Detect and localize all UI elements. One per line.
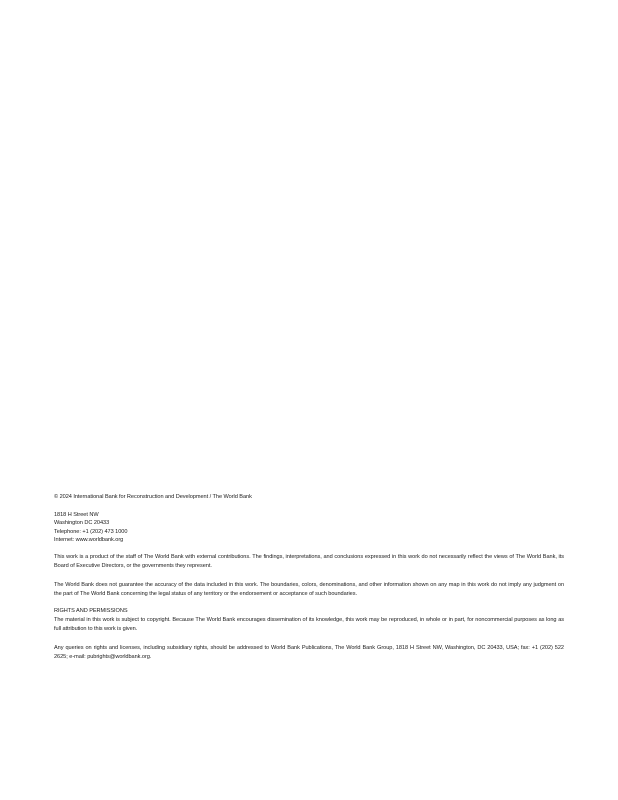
rights-heading: RIGHTS AND PERMISSIONS — [54, 608, 128, 615]
copyright-line: © 2024 International Bank for Reconstruction and Development / The World Bank — [54, 494, 252, 500]
rights-section — [54, 607, 564, 633]
address-block — [54, 511, 564, 545]
address-city: Washington DC 20433 — [54, 520, 110, 527]
queries-text: Any queries on rights and licenses, including subsidiary rights, should be addressed to World Bank Publications, The World Bank Group, 1818 H Street NW, Washington, DC 20433, USA; fax: +1 (202) 522 2625; e-mail: pubrights@worldbank.org. — [54, 645, 564, 660]
disclaimer-data-accuracy: The World Bank does not guarantee the accuracy of the data included in this work. The boundaries, colors, denominations, and other information shown on any map in this work do not imply any judgment on the part of The World Bank concerning the legal status of any territory or the endorsement or acceptance of such boundaries. — [54, 582, 564, 597]
copyright-notice — [54, 493, 564, 661]
address-street: 1818 H Street NW — [54, 511, 99, 518]
address-internet: Internet: www.worldbank.org — [54, 537, 124, 544]
disclaimer-views: This work is a product of the staff of The World Bank with external contributions. The findings, interpretations, and conclusions expressed in this work do not necessarily reflect the views of The World Bank, its Board of Executive Directors, or the governments they represent. — [54, 553, 564, 569]
rights-text: The material in this work is subject to copyright. Because The World Bank encourages dissemination of its knowledge, this work may be reproduced, in whole or in part, for noncommercial purposes as long as full attribution to this work is given. — [54, 616, 564, 632]
address-telephone: Telephone: +1 (202) 473 1000 — [54, 528, 128, 535]
